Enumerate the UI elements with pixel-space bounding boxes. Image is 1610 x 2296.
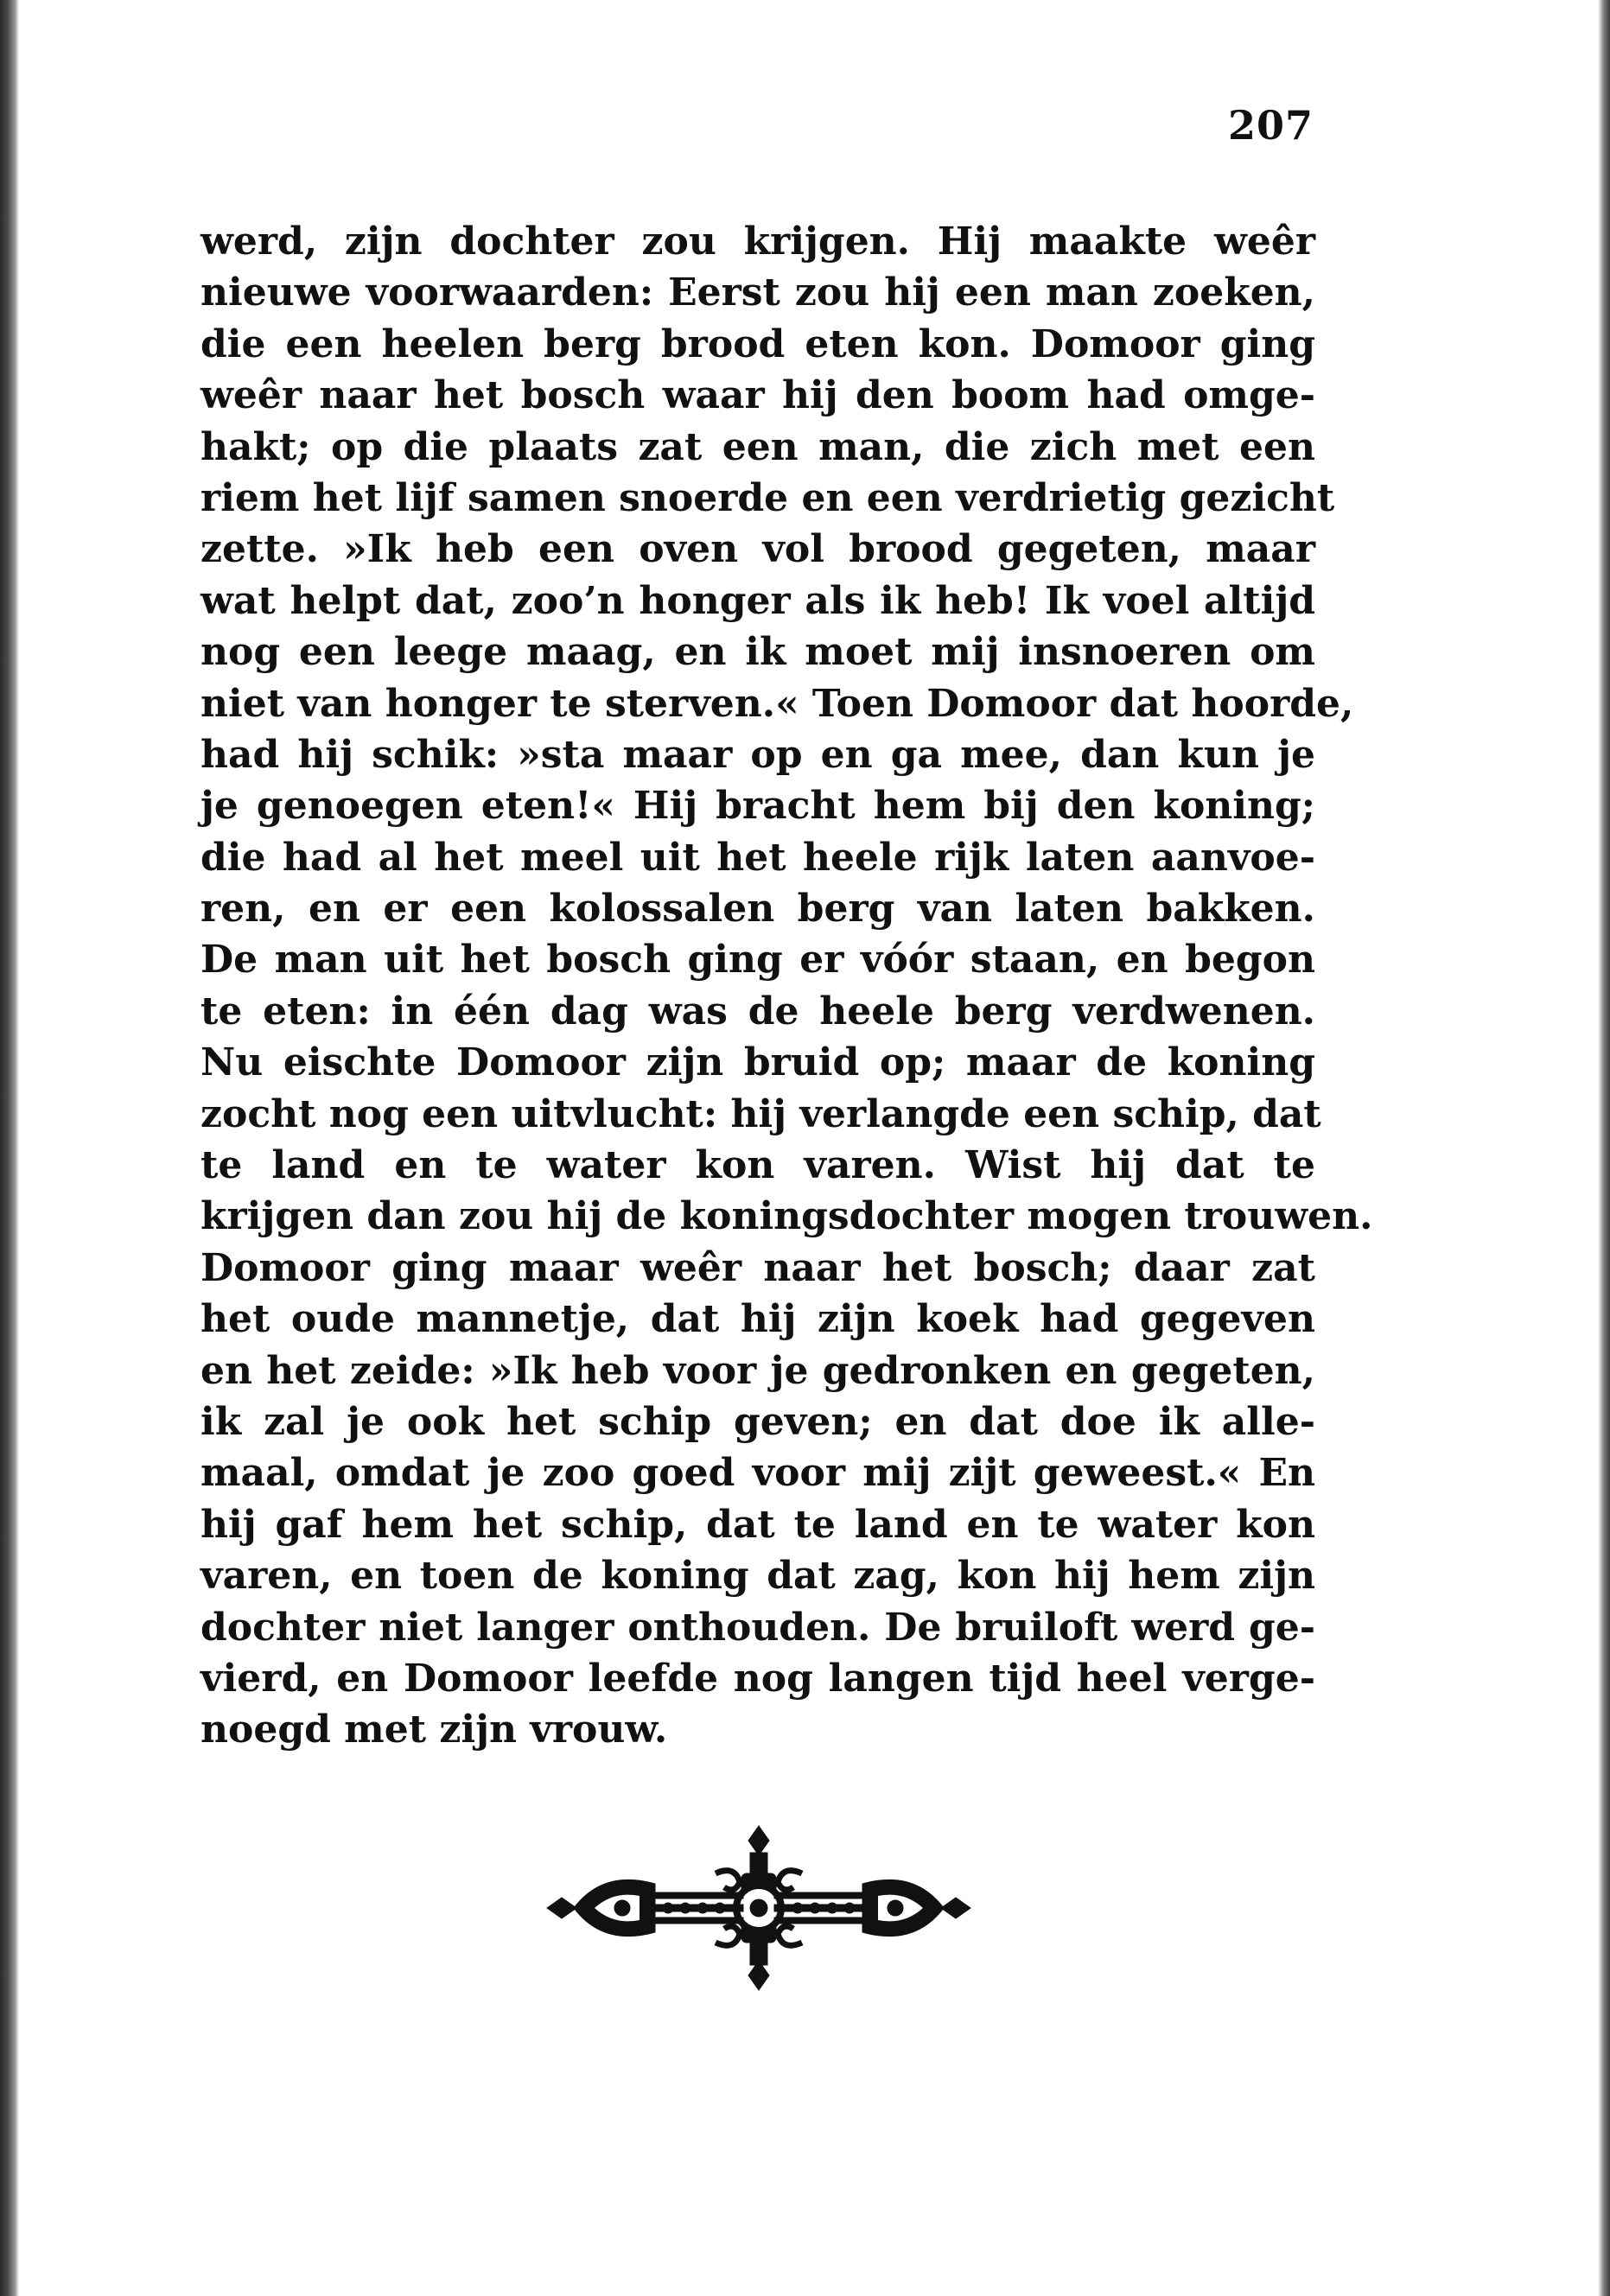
body-text <box>200 216 1373 1756</box>
text-line: dochter niet langer onthouden. De bruiloft werd ge- <box>200 1605 1315 1650</box>
text-line: had hij schik: »sta maar op en ga mee, dan kun je <box>200 732 1315 777</box>
text-line: Nu eischte Domoor zijn bruid op; maar de koning <box>200 1040 1315 1085</box>
text-line: hakt; op die plaats zat een man, die zich met een <box>200 424 1315 469</box>
text-line: die had al het meel uit het heele rijk laten aanvoe- <box>200 835 1315 880</box>
text-line: nieuwe voorwaarden: Eerst zou hij een man zoeken, <box>200 270 1315 315</box>
text-line: riem het lijf samen snoerde en een verdrietig gezicht <box>200 475 1335 520</box>
page-number: 207 <box>1227 102 1314 149</box>
text-line: nog een leege maag, en ik moet mij insnoeren om <box>200 630 1315 675</box>
text-line: vierd, en Domoor leefde nog langen tijd heel verge- <box>200 1656 1315 1701</box>
text-line: je genoegen eten!« Hij bracht hem bij den koning; <box>200 784 1315 829</box>
text-line: zocht nog een uitvlucht: hij verlangde een schip, dat <box>200 1091 1321 1136</box>
decorative-cross-ornament-icon <box>543 1822 975 1994</box>
page-gutter-right <box>1598 0 1610 2296</box>
text-line: te eten: in één dag was de heele berg verdwenen. <box>200 989 1315 1034</box>
text-line: wat helpt dat, zoo’n honger als ik heb! Ik voel altijd <box>200 578 1315 623</box>
text-line: noegd met zijn vrouw. <box>200 1708 668 1752</box>
text-line: varen, en toen de koning dat zag, kon hij hem zijn <box>200 1554 1315 1599</box>
text-line: hij gaf hem het schip, dat te land en te water kon <box>200 1502 1315 1547</box>
text-line: werd, zijn dochter zou krijgen. Hij maakte weêr <box>200 219 1315 264</box>
text-line: zette. »Ik heb een oven vol brood gegeten, maar <box>200 527 1315 572</box>
text-line: De man uit het bosch ging er vóór staan, en begon <box>200 938 1315 983</box>
text-line: ik zal je ook het schip geven; en dat doe ik alle- <box>200 1399 1315 1444</box>
text-line: maal, omdat je zoo goed voor mij zijt geweest.« En <box>200 1451 1315 1496</box>
page-gutter-left <box>0 0 19 2296</box>
text-line: niet van honger te sterven.« Toen Domoor dat hoorde, <box>200 681 1354 726</box>
text-line: die een heelen berg brood eten kon. Domoor ging <box>200 321 1315 366</box>
text-line: het oude mannetje, dat hij zijn koek had gegeven <box>200 1297 1315 1342</box>
text-line: krijgen dan zou hij de koningsdochter mogen trouwen. <box>200 1194 1373 1239</box>
text-line: ren, en er een kolossalen berg van laten bakken. <box>200 887 1315 932</box>
text-line: en het zeide: »Ik heb voor je gedronken en gegeten, <box>200 1348 1315 1393</box>
text-line: weêr naar het bosch waar hij den boom had omge- <box>200 373 1315 418</box>
text-line: te land en te water kon varen. Wist hij dat te <box>200 1143 1315 1188</box>
text-line: Domoor ging maar weêr naar het bosch; daar zat <box>200 1245 1315 1290</box>
